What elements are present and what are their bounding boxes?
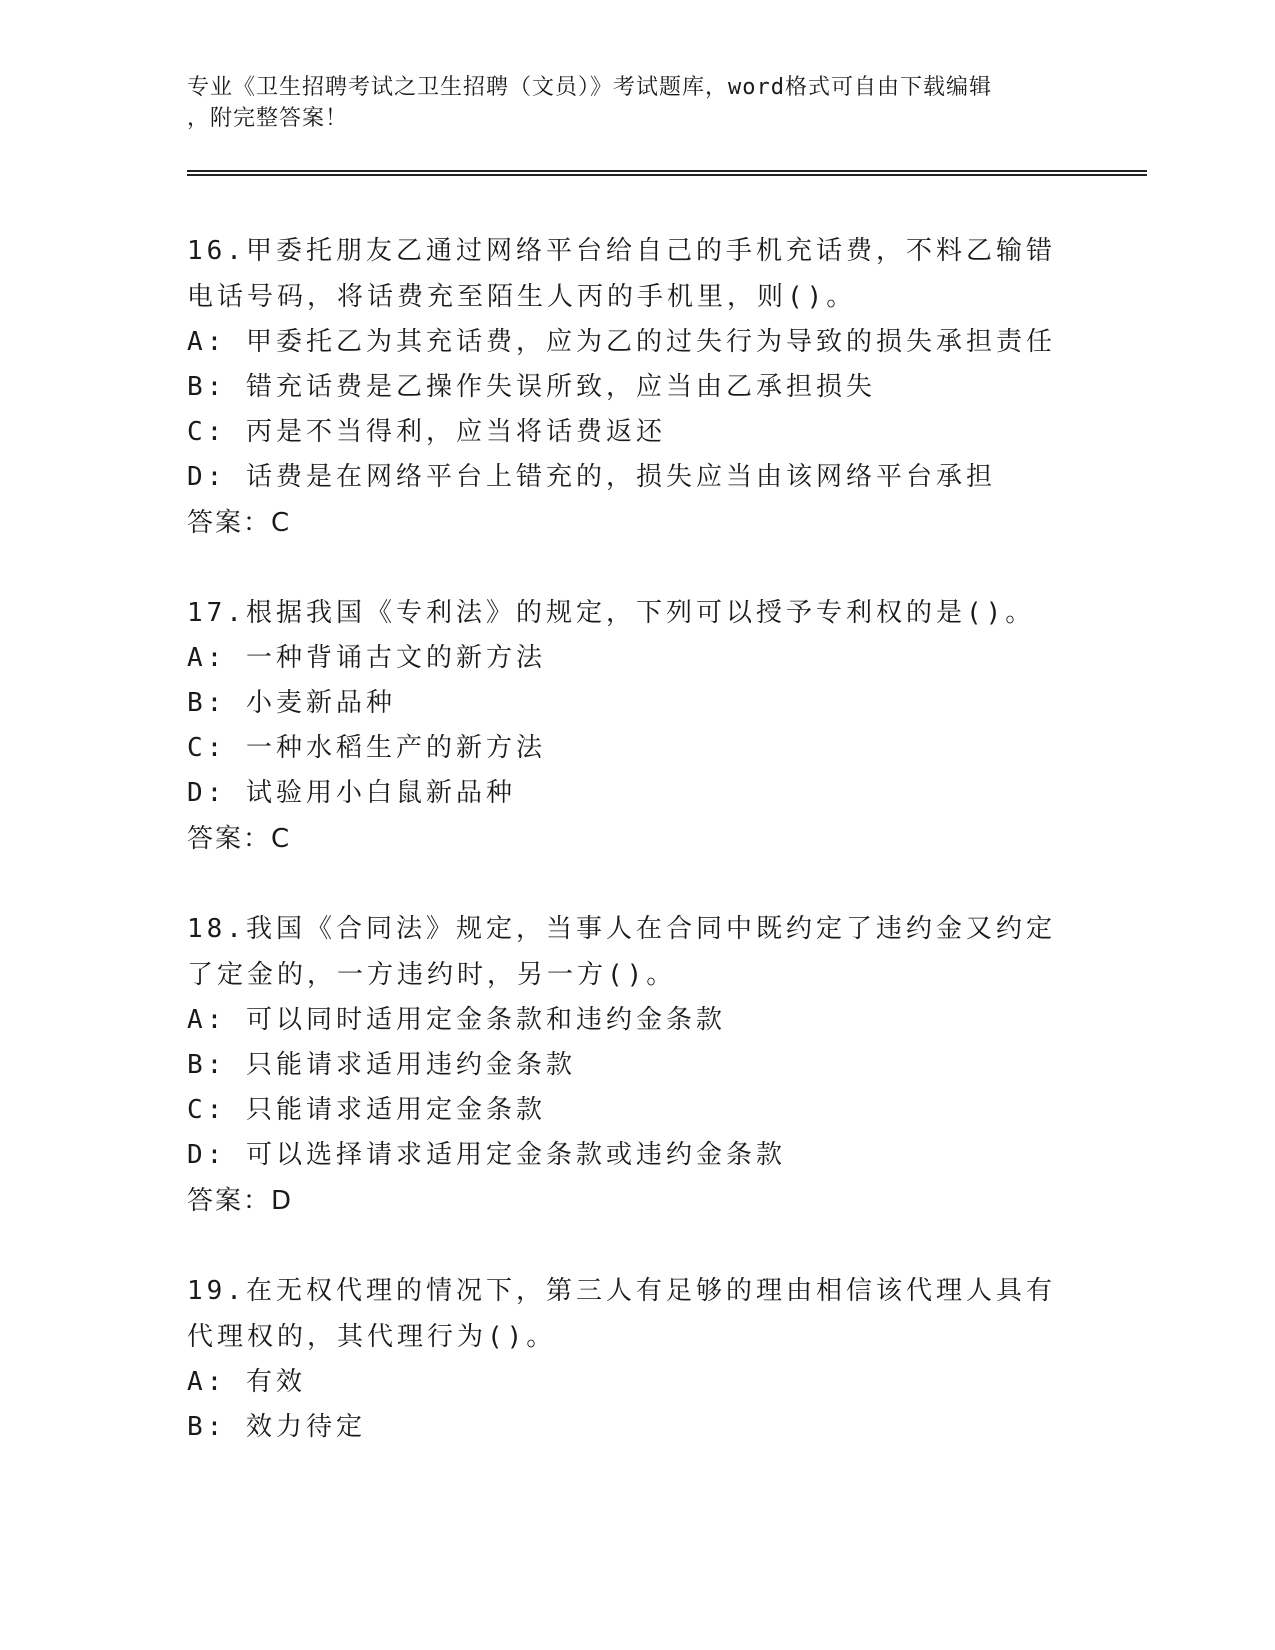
option-a: A: 甲委托乙为其充话费，应为乙的过失行为导致的损失承担责任 <box>187 327 1056 357</box>
question-stem: 16.甲委托朋友乙通过网络平台给自己的手机充话费，不料乙输错电话号码，将话费充至陌生人丙的手机里，则()。 <box>187 236 1056 312</box>
question-16 <box>187 228 1147 546</box>
option-b: B: 效力待定 <box>187 1412 366 1442</box>
header-divider <box>187 170 1147 176</box>
option-c: C: 丙是不当得利，应当将话费返还 <box>187 417 666 447</box>
option-d: D: 试验用小白鼠新品种 <box>187 778 516 808</box>
option-b: B: 只能请求适用违约金条款 <box>187 1050 576 1080</box>
question-18 <box>187 906 1147 1224</box>
option-a: A: 一种背诵古文的新方法 <box>187 643 546 673</box>
answer: 答案：C <box>187 824 292 854</box>
option-b: B: 小麦新品种 <box>187 688 396 718</box>
document-header <box>187 72 1067 134</box>
question-stem: 18.我国《合同法》规定，当事人在合同中既约定了违约金又约定了定金的，一方违约时，另一方()。 <box>187 914 1056 990</box>
question-stem: 17.根据我国《专利法》的规定，下列可以授予专利权的是()。 <box>187 598 1036 628</box>
option-a: A: 有效 <box>187 1367 306 1397</box>
option-d: D: 话费是在网络平台上错充的，损失应当由该网络平台承担 <box>187 462 996 492</box>
document-page <box>187 72 1147 1450</box>
question-19 <box>187 1268 1147 1450</box>
question-stem: 19.在无权代理的情况下，第三人有足够的理由相信该代理人具有代理权的，其代理行为()。 <box>187 1276 1056 1352</box>
option-c: C: 只能请求适用定金条款 <box>187 1095 546 1125</box>
answer: 答案：C <box>187 508 292 538</box>
option-d: D: 可以选择请求适用定金条款或违约金条款 <box>187 1140 786 1170</box>
answer: 答案：D <box>187 1186 294 1216</box>
option-c: C: 一种水稻生产的新方法 <box>187 733 546 763</box>
question-17 <box>187 590 1147 862</box>
header-line-2: ，附完整答案！ <box>187 106 349 131</box>
option-b: B: 错充话费是乙操作失误所致，应当由乙承担损失 <box>187 372 876 402</box>
header-line-1: 专业《卫生招聘考试之卫生招聘（文员）》考试题库，word格式可自由下载编辑 <box>187 75 992 100</box>
option-a: A: 可以同时适用定金条款和违约金条款 <box>187 1005 726 1035</box>
